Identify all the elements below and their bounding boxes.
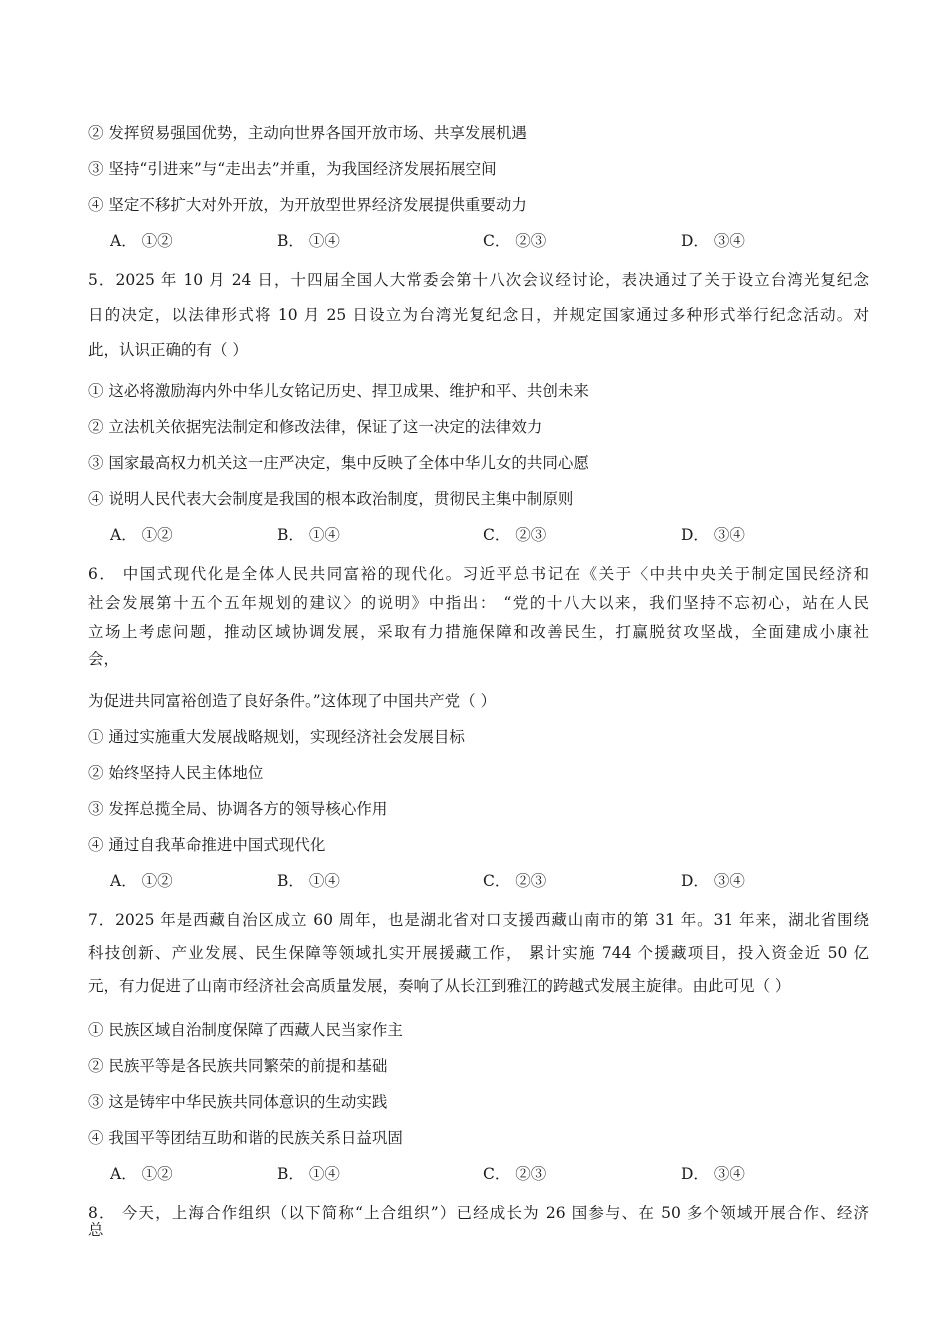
q5-option-c[interactable]: C． ②③: [483, 526, 547, 544]
q5-statement-1: ① 这必将激励海内外中华儿女铭记历史、捍卫成果、维护和平、共创未来: [88, 382, 589, 400]
q5-stem-line-2: 日的决定，以法律形式将 10 月 25 日设立为台湾光复纪念日，并规定国家通过多种形式举行纪念活动。对: [88, 306, 869, 324]
q5-option-b[interactable]: B． ①④: [277, 526, 340, 544]
q7-statement-3: ③ 这是铸牢中华民族共同体意识的生动实践: [88, 1093, 388, 1111]
q7-statement-4: ④ 我国平等团结互助和谐的民族关系日益巩固: [88, 1129, 403, 1147]
q5-statement-4: ④ 说明人民代表大会制度是我国的根本政治制度，贯彻民主集中制原则: [88, 490, 574, 508]
q7-stem-line-1: 7．2025 年是西藏自治区成立 60 周年，也是湖北省对口支援西藏山南市的第 31 年。31 年来，湖北省围绕: [88, 911, 869, 929]
q4-statement-4: ④ 坚定不移扩大对外开放，为开放型世界经济发展提供重要动力: [88, 196, 527, 214]
q7-option-d[interactable]: D． ③④: [681, 1165, 745, 1183]
q4-option-b[interactable]: B． ①④: [277, 232, 340, 250]
q4-option-a[interactable]: A． ①②: [110, 232, 173, 250]
q7-stem-line-2: 科技创新、产业发展、民生保障等领域扎实开展援藏工作， 累计实施 744 个援藏项目，投入资金近 50 亿: [88, 944, 869, 962]
q6-option-a[interactable]: A． ①②: [110, 872, 173, 890]
q6-stem-line-3: 立场上考虑问题，推动区域协调发展，采取有力措施保障和改善民生，打赢脱贫攻坚战，全面建成小康社: [88, 623, 869, 641]
q7-stem-line-3: 元，有力促进了山南市经济社会高质量发展，奏响了从长江到雅江的跨越式发展主旋律。由此可见（ ）: [88, 977, 791, 995]
q6-option-b[interactable]: B． ①④: [277, 872, 340, 890]
q7-option-c[interactable]: C． ②③: [483, 1165, 547, 1183]
q6-stem-line-4: 会，: [88, 650, 120, 668]
q6-statement-3: ③ 发挥总揽全局、协调各方的领导核心作用: [88, 800, 388, 818]
q4-statement-2: ② 发挥贸易强国优势，主动向世界各国开放市场、共享发展机遇: [88, 124, 527, 142]
q8-stem-line-1: 8． 今天，上海合作组织（以下简称“上合组织”）已经成长为 26 国参与、在 50 多个领域开展合作、经济: [88, 1204, 869, 1222]
q6-stem-line-2: 社会发展第十五个五年规划的建议〉的说明》中指出： “党的十八大以来，我们坚持不忘初心，站在人民: [88, 594, 869, 612]
q4-options: [110, 231, 870, 251]
q5-statement-2: ② 立法机关依据宪法制定和修改法律，保证了这一决定的法律效力: [88, 418, 543, 436]
q7-statement-1: ① 民族区域自治制度保障了西藏人民当家作主: [88, 1021, 403, 1039]
q6-stem-line-1: 6． 中国式现代化是全体人民共同富裕的现代化。习近平总书记在《关于〈中共中央关于制定国民经济和: [88, 565, 869, 583]
q6-statement-1: ① 通过实施重大发展战略规划，实现经济社会发展目标: [88, 728, 465, 746]
q6-options: [110, 871, 870, 891]
q5-option-a[interactable]: A． ①②: [110, 526, 173, 544]
q8-stem-line-2: 总: [88, 1221, 104, 1239]
q5-stem-line-3: 此，认识正确的有（ ）: [88, 341, 248, 359]
q4-option-c[interactable]: C． ②③: [483, 232, 547, 250]
q4-statement-3: ③ 坚持“引进来”与“走出去”并重，为我国经济发展拓展空间: [88, 160, 497, 178]
q5-statement-3: ③ 国家最高权力机关这一庄严决定，集中反映了全体中华儿女的共同心愿: [88, 454, 589, 472]
q6-statement-2: ② 始终坚持人民主体地位: [88, 764, 264, 782]
q6-option-d[interactable]: D． ③④: [681, 872, 745, 890]
q7-option-b[interactable]: B． ①④: [277, 1165, 340, 1183]
q7-statement-2: ② 民族平等是各民族共同繁荣的前提和基础: [88, 1057, 388, 1075]
q6-stem-line-5: 为促进共同富裕创造了良好条件。”这体现了中国共产党（ ）: [88, 692, 497, 710]
q4-option-d[interactable]: D． ③④: [681, 232, 745, 250]
q7-option-a[interactable]: A． ①②: [110, 1165, 173, 1183]
q6-statement-4: ④ 通过自我革命推进中国式现代化: [88, 836, 326, 854]
q5-stem-line-1: 5．2025 年 10 月 24 日，十四届全国人大常委会第十八次会议经讨论，表决通过了关于设立台湾光复纪念: [88, 271, 869, 289]
q5-options: [110, 525, 870, 545]
q5-option-d[interactable]: D． ③④: [681, 526, 745, 544]
q7-options: [110, 1164, 870, 1184]
q6-option-c[interactable]: C． ②③: [483, 872, 547, 890]
